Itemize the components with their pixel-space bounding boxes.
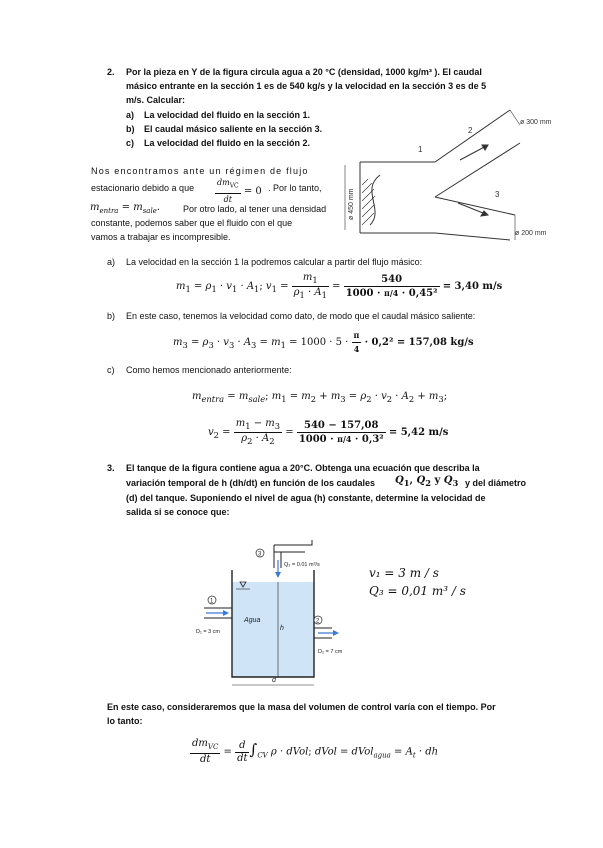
problem-2-intro-line-2: másico entrante en la sección 1 es de 540 kg/s y la velocidad en la sección 3 es de 5 — [126, 81, 487, 91]
flows-list: $Q_1$, $Q_2$ y $Q_3$ — [395, 475, 459, 488]
conclusion-line-1: En este caso, consideraremos que la masa del volumen de control varía con el tiempo. Por — [107, 702, 496, 712]
section-1-profile — [370, 175, 380, 225]
item-b-label: b) — [126, 124, 135, 134]
reason-line-2a: estacionario debido a que — [91, 183, 195, 193]
problem-3-line-3: (d) del tanque. Suponiendo el nivel de agua (h) constante, determine la velocidad de — [126, 493, 486, 503]
y-pipe-figure — [340, 105, 580, 250]
reason-line-5: vamos a trabajar es incompresible. — [91, 232, 231, 242]
height-label: h — [280, 625, 284, 632]
answer-b-result: · 0,2² = 157,08 kg/s — [364, 337, 474, 348]
d1-label: D₁ = 3 cm — [196, 629, 221, 635]
diameter-450-label: ø 450 mm — [348, 188, 355, 220]
tank-label-1: 1 — [210, 598, 214, 605]
item-a-label: a) — [126, 110, 135, 120]
reason-line-1: Nos encontramos ante un régimen de flujo — [91, 166, 309, 176]
equation-b: $m_3 = \rho_3 \cdot v_3 \cdot A_3 = m_1 = 1000 \cdot 5$ · $\frac{\pi}{4}$ · 0,2² = 157,08 kg/s — [173, 330, 474, 354]
water-label: Agua — [244, 617, 261, 624]
problem-2-number: 2. — [107, 67, 115, 77]
branch-3-upper-wall — [435, 197, 515, 215]
reason-line-2b: . Por lo tanto, — [268, 183, 322, 193]
equation-c-1: $m_{entra} = m_{sale}$; $m_1 = m_2 + m_3 = \rho_2 \cdot v_2 \cdot A_2 + m_3$; — [192, 391, 448, 404]
steady-state-equation: $\frac{dm_{VC}}{dt}$ = 0 — [217, 178, 262, 204]
inlet-pipe-3 — [274, 540, 312, 552]
item-c-label: c) — [126, 138, 135, 148]
answer-b-label: b) — [107, 311, 116, 321]
reason-line-4: constante, podemos saber que el fluido con el que — [91, 218, 293, 228]
answer-c-result: = 5,42 m/s — [388, 427, 449, 438]
d2-label: D₂ = 7 cm — [318, 649, 343, 655]
problem-2-intro-line-1: Por la pieza en Y de la figura circula agua a 20 °C (densidad, 1000 kg/m³ ). El caudal — [126, 67, 482, 77]
answer-a-text: La velocidad en la sección 1 la podremos calcular a partir del flujo másico: — [126, 257, 423, 267]
water-volume — [232, 582, 314, 677]
diameter-label: d — [272, 677, 276, 684]
problem-2-intro-line-3: m/s. Calcular: — [126, 95, 186, 105]
tank-figure — [192, 540, 362, 688]
given-flow: Q₃ = 0,01 m³ / s — [369, 584, 466, 598]
problem-3-number: 3. — [107, 463, 115, 473]
reason-line-3: Por otro lado, al tener una densidad — [183, 204, 327, 214]
problem-3-line-2a: variación temporal de h (dh/dt) en función de los caudales — [126, 478, 376, 488]
problem-3-line-4: salida si se conoce que: — [126, 507, 230, 517]
section-1-label: 1 — [418, 145, 423, 154]
q3-label: Q₃ = 0.01 m³/s — [284, 562, 320, 568]
item-a-text: La velocidad del fluido en la sección 1. — [144, 110, 311, 120]
given-velocity: v₁ = 3 m / s — [369, 566, 439, 580]
section-3-label: 3 — [495, 190, 500, 199]
item-c-text: La velocidad del fluido en la sección 2. — [144, 138, 311, 148]
conclusion-line-2: lo tanto: — [107, 716, 143, 726]
diameter-200-label: ø 200 mm — [515, 230, 547, 237]
answer-a-result: = 3,40 m/s — [442, 281, 503, 292]
answer-c-text: Como hemos mencionado anteriormente: — [126, 365, 292, 375]
mass-balance-equation: $m_{entra} = m_{sale}$. — [90, 202, 161, 215]
problem-3-line-2b: y del diámetro — [465, 478, 527, 488]
control-volume-equation: $\frac{dm_{VC}}{dt}$ = $\frac{d}{dt}$ $\int_{CV}$ ρ · dVol; dVol = dVol$_{agua}$ = $A_t$ · dh — [192, 738, 439, 765]
answer-b-text: En este caso, tenemos la velocidad como dato, de modo que el caudal másico saliente: — [126, 311, 476, 321]
pipe-upper-wall — [360, 110, 510, 162]
equation-a: $m_1 = \rho_1 \cdot v_1 \cdot A_1$; $v_1$ = $\frac{m_1}{\rho_1 \cdot A_1}$ = $\frac{540}{\text{1000 · π/4 · 0,45²}}$ = 3,40 m/s — [176, 272, 503, 300]
problem-3-line-1: El tanque de la figura contiene agua a 20°C. Obtenga una ecuación que describa la — [126, 463, 480, 473]
tank-label-3: 3 — [258, 551, 262, 558]
tank-label-2: 2 — [316, 618, 320, 625]
diameter-300-label: ø 300 mm — [520, 119, 552, 126]
item-b-text: El caudal másico saliente en la sección 3. — [144, 124, 323, 134]
equation-c-2: $v_2$ = $\frac{m_1 - m_3}{\rho_2 \cdot A_2}$ = $\frac{540 - 157,08}{\text{1000 · π/4 · 0,3²}}$ = 5,42 m/s — [208, 418, 449, 446]
answer-a-label: a) — [107, 257, 116, 267]
section-2-label: 2 — [468, 126, 473, 135]
answer-c-label: c) — [107, 365, 115, 375]
pipe-lower-wall — [360, 233, 510, 240]
